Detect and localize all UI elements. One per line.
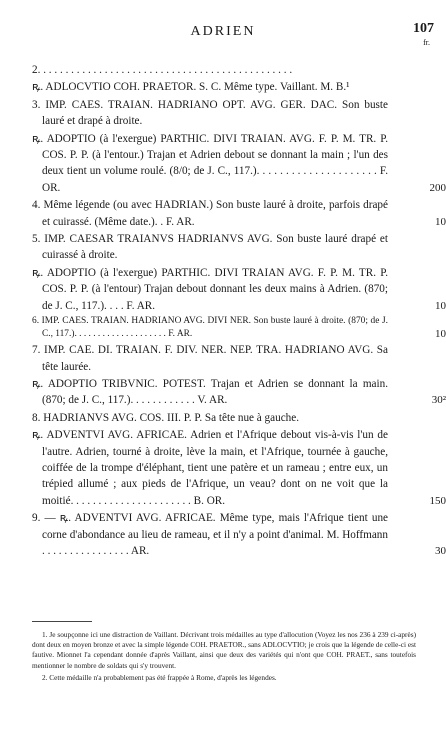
entry-price: 200	[429, 181, 446, 194]
entry-8-obverse: 8. HADRIANVS AVG. COS. III. P. P. Sa tête nue à gauche.	[32, 411, 300, 424]
catalogue-body	[32, 62, 446, 560]
entry-7-reverse: ꝶ. ADOPTIO TRIBVNIC. POTEST. Trajan et Adrien se donnant la main. (870; de J. C., 117.). . . . . . . . . . . . V. AR. 30²	[32, 376, 388, 409]
footnote-2: 2. Cette médaille n'a probablement pas été frappée à Rome, d'après les légendes.	[42, 672, 277, 682]
page-number: 107	[413, 21, 434, 36]
entry-dots: 2. . . . . . . . . . . . . . . . . . . . . . . . . . . . . . . . . . . . . . . . . . . . . .	[32, 64, 293, 76]
entry-price: 30	[435, 544, 446, 557]
entry-price: 10	[435, 299, 446, 312]
footnotes	[32, 630, 416, 685]
entry-5-obverse: 5. IMP. CAESAR TRAIANVS HADRIANVS AVG. Son buste lauré drapé et cuirassé à droite.	[32, 233, 388, 262]
entry-5-reverse: ꝶ. ADOPTIO (à l'exergue) PARTHIC. DIVI TRAIAN AVG. F. P. M. TR. P. COS. P. P. (à l'entour) Trajan debout donnant les deux mains à Adrien. (870; de J. C., 117.). . . . F. AR. 10	[32, 265, 388, 314]
footnote-rule	[32, 621, 92, 622]
price-unit-label: fr.	[423, 38, 430, 47]
entry-7-obverse: 7. IMP. CAE. DI. TRAIAN. F. DIV. NER. NEP. TRA. HADRIANO AVG. Sa tête laurée.	[32, 344, 388, 373]
entry-3-obverse: 3. IMP. CAES. TRAIAN. HADRIANO OPT. AVG. GER. DAC. Son buste lauré et drapé à droite.	[32, 98, 388, 128]
entry-price: 150	[429, 494, 446, 507]
entry-4: 4. Même légende (ou avec HADRIAN.) Son buste lauré à droite, parfois drapé et cuirassé. (Même date.). . F. AR. 10	[32, 197, 388, 230]
footnote-1: 1. Je soupçonne ici une distraction de Vaillant. Décrivant trois médailles au type d'allocution (Voyez les nos 236 à 239 ci-après) dont deux en moyen bronze et avec la simple légende COH. PRAETOR., sans ADLOCVTIO; je crois que la légende de celle-ci est fautive. Mionnet l'a cependant donnée d'après Vaillant, ainsi que deux des variétés qui n'ont que COH. PRAET., sans toutefois mentionner le nombre de soldats qui s'y trouvent.	[32, 630, 416, 670]
entry-price: 10	[435, 328, 446, 341]
entry-price: 10	[435, 215, 446, 228]
entry-9: 9. — ꝶ. ADVENTVI AVG. AFRICAE. Même type, mais l'Afrique tient une corne d'abondance au lieu de rameau, et il n'y a point d'animal. M. Hoffmann . . . . . . . . . . . . . . . . AR. 30	[32, 510, 388, 559]
entry-6: 6. IMP. CAES. TRAIAN. HADRIANO AVG. DIVI NER. Son buste lauré à droite. (870; de J. C., 117.). . . . . . . . . . . . . . . . . . . . F. AR. 10	[32, 316, 446, 341]
running-head: ADRIEN	[190, 24, 256, 39]
entry-8-reverse: ꝶ. ADVENTVI AVG. AFRICAE. Adrien et l'Afrique debout vis-à-vis l'un de l'autre. Adrien, tourné à droite, lève la main, et l'Afrique, tournée à gauche, coiffée de la trompe d'éléphant, tient une patère et un rameau ; entre eux, un trépied allumé ; aux pieds de l'Afrique, un veau? dont on ne voit que la moitié. . . . . . . . . . . . . . . . . . . . . . B. OR. 150	[32, 427, 388, 509]
page-header	[0, 21, 446, 47]
entry-3-reverse: ꝶ. ADOPTIO (à l'exergue) PARTHIC. DIVI TRAIAN. AVG. F. P. M. TR. P. COS. P. P. (à l'entour.) Trajan et Adrien debout se donnant la main ; l'un des deux tient un volume roulé. (8/0; de J. C., 117.). . . . . . . . . . . . . . . . . . . . . F. OR. 200	[32, 131, 388, 197]
entry-price: 30²	[431, 394, 446, 407]
entry-2-reverse: ꝶ. ADLOCVTIO COH. PRAETOR. S. C. Même type. Vaillant. M. B.¹	[32, 81, 350, 94]
